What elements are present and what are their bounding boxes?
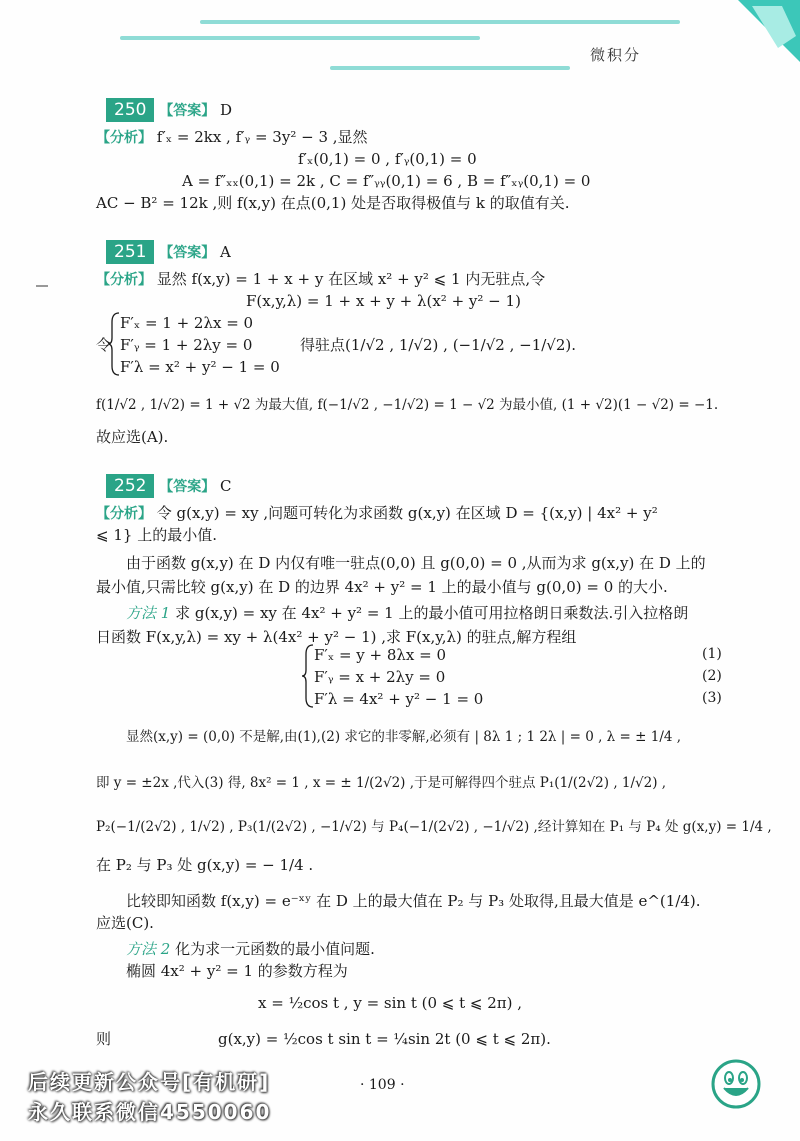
- answer-value: C: [220, 477, 232, 495]
- text-line: f′ₓ = 2kx , f′ᵧ = 3y² − 3 ,显然: [156, 128, 368, 146]
- question-number-badge: 252: [106, 474, 154, 498]
- text-line: P₂(−1/(2√2) , 1/√2) , P₃(1/(2√2) , −1/√2) 与 P₄(−1/(2√2) , −1/√2) ,经计算知在 P₁ 与 P₄ 处 g(x,y) = 1/4 ,: [96, 819, 772, 835]
- equation-line: F′λ = x² + y² − 1 = 0: [120, 358, 280, 376]
- formula-line: F(x,y,λ) = 1 + x + y + λ(x² + y² − 1): [246, 292, 521, 310]
- text-line: AC − B² = 12k ,则 f(x,y) 在点(0,1) 处是否取得极值与 k 的取值有关.: [96, 194, 570, 212]
- equation-line: F′ₓ = y + 8λx = 0: [314, 646, 447, 664]
- answer-label: 【答案】: [159, 103, 216, 119]
- equation-line: F′ᵧ = x + 2λy = 0: [314, 668, 446, 686]
- formula-line: A = f″ₓₓ(0,1) = 2k , C = f″ᵧᵧ(0,1) = 6 , B = f″ₓᵧ(0,1) = 0: [182, 172, 591, 190]
- text-line: ⩽ 1} 上的最小值.: [96, 526, 217, 544]
- text-line: 故应选(A).: [96, 428, 169, 446]
- analysis-label: 【分析】: [96, 506, 152, 522]
- header-decoration-bar: [330, 66, 570, 70]
- watermark-line: 后续更新公众号[有机研]: [28, 1070, 271, 1094]
- equation-line: F′ₓ = 1 + 2λx = 0: [120, 314, 254, 332]
- answer-label: 【答案】: [159, 245, 216, 261]
- method-label: 方法 1: [126, 604, 171, 622]
- text-line: 令 g(x,y) = xy ,问题可转化为求函数 g(x,y) 在区域 D = {(x,y) | 4x² + y²: [156, 504, 658, 522]
- scan-mark: [36, 285, 48, 287]
- text-line: f(1/√2 , 1/√2) = 1 + √2 为最大值, f(−1/√2 , −1/√2) = 1 − √2 为最小值, (1 + √2)(1 − √2) = −1.: [96, 397, 719, 413]
- chapter-title: 微积分: [590, 46, 642, 64]
- text-line: 在 P₂ 与 P₃ 处 g(x,y) = − 1/4 .: [96, 856, 314, 874]
- text-line: 显然(x,y) = (0,0) 不是解,由(1),(2) 求它的非零解,必须有 | 8λ 1 ; 1 2λ | = 0 , λ = ± 1/4 ,: [126, 729, 682, 745]
- answer-value: D: [220, 101, 233, 119]
- equation-number: (2): [702, 668, 722, 684]
- question-number-badge: 250: [106, 98, 154, 122]
- formula-line: f′ₓ(0,1) = 0 , f′ᵧ(0,1) = 0: [298, 150, 477, 168]
- formula-line: g(x,y) = ½cos t sin t = ¼sin 2t (0 ⩽ t ⩽ 2π).: [218, 1030, 551, 1048]
- text-line: 椭圆 4x² + y² = 1 的参数方程为: [126, 962, 348, 980]
- equation-number: (1): [702, 646, 722, 662]
- text-line: 由于函数 g(x,y) 在 D 内仅有唯一驻点(0,0) 且 g(0,0) = 0 ,从而为求 g(x,y) 在 D 上的: [126, 554, 706, 572]
- text-line: 即 y = ±2x ,代入(3) 得, 8x² = 1 , x = ± 1/(2√2) ,于是可解得四个驻点 P₁(1/(2√2) , 1/√2) ,: [96, 775, 667, 791]
- text-line: 最小值,只需比较 g(x,y) 在 D 的边界 4x² + y² = 1 上的最小值与 g(0,0) = 0 的大小.: [96, 578, 668, 596]
- answer-label: 【答案】: [159, 479, 216, 495]
- text-line: 则: [96, 1030, 112, 1048]
- method-label: 方法 2: [126, 940, 171, 958]
- text-line: 显然 f(x,y) = 1 + x + y 在区域 x² + y² ⩽ 1 内无驻点,令: [156, 270, 546, 288]
- left-brace: [302, 644, 314, 708]
- analysis-label: 【分析】: [96, 130, 152, 146]
- equation-number: (3): [702, 690, 722, 706]
- analysis-label: 【分析】: [96, 272, 152, 288]
- text-line: 得驻点(1/√2 , 1/√2) , (−1/√2 , −1/√2).: [300, 336, 577, 354]
- text-line: 应选(C).: [96, 914, 154, 932]
- text-line: 化为求一元函数的最小值问题.: [175, 940, 375, 958]
- corner-tab-decoration: [738, 0, 800, 62]
- text-line: 比较即知函数 f(x,y) = e⁻ˣʸ 在 D 上的最大值在 P₂ 与 P₃ 处取得,且最大值是 e^(1/4).: [126, 892, 701, 910]
- header-decoration-bar: [120, 36, 480, 40]
- question-number-badge: 251: [106, 240, 154, 264]
- equation-line: F′λ = 4x² + y² − 1 = 0: [314, 690, 484, 708]
- header-decoration-bar: [200, 20, 680, 24]
- smiley-mascot-icon: [710, 1058, 762, 1110]
- left-brace: [108, 312, 120, 376]
- text-line: 日函数 F(x,y,λ) = xy + λ(4x² + y² − 1) ,求 F(x,y,λ) 的驻点,解方程组: [96, 628, 577, 646]
- equation-line: F′ᵧ = 1 + 2λy = 0: [120, 336, 253, 354]
- page-number: · 109 ·: [360, 1077, 405, 1093]
- formula-line: x = ½cos t , y = sin t (0 ⩽ t ⩽ 2π) ,: [258, 994, 523, 1012]
- text-line: 令: [96, 336, 112, 354]
- watermark-line: 永久联系微信4550060: [28, 1100, 272, 1124]
- text-line: 求 g(x,y) = xy 在 4x² + y² = 1 上的最小值可用拉格朗日乘数法.引入拉格朗: [175, 604, 689, 622]
- answer-value: A: [220, 243, 231, 261]
